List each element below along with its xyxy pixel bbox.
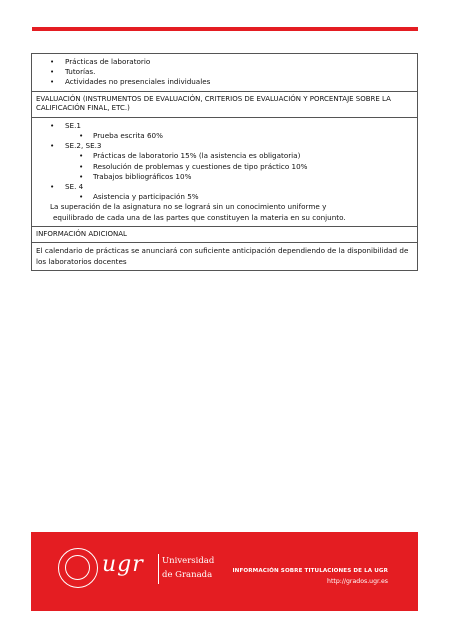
evaluation-note-line2: equilibrado de cada una de las partes que constituyen la materia en su conjunto. <box>53 212 346 222</box>
section-label: SE.1 <box>65 120 81 130</box>
additional-text: El calendario de prácticas se anunciará con suficiente anticipación dependiendo de la disponibilidad de los laboratorios docentes <box>36 246 409 266</box>
university-line2: de Granada <box>162 570 213 580</box>
list-item: • Tutorías. <box>65 67 413 77</box>
university-line1: Universidad <box>162 556 215 566</box>
footer-banner <box>31 532 418 611</box>
sub-list <box>65 192 413 202</box>
section-label: SE.2, SE.3 <box>65 141 102 151</box>
additional-heading-row <box>32 227 417 244</box>
header-red-bar <box>32 27 418 31</box>
content-table <box>31 53 418 271</box>
evaluation-list <box>36 121 413 203</box>
university-name <box>162 554 214 582</box>
evaluation-heading: EVALUACIÓN (INSTRUMENTOS DE EVALUACIÓN, CRITERIOS DE EVALUACIÓN Y PORCENTAJE SOBRE LA CALIFICACIÓN FINAL, ETC.) <box>36 94 391 113</box>
logo-divider <box>158 554 159 584</box>
additional-heading: INFORMACIÓN ADICIONAL <box>36 229 127 238</box>
additional-body-row <box>32 243 417 269</box>
list-item: • Actividades no presenciales individuales <box>65 77 413 87</box>
activities-list <box>36 57 413 88</box>
list-item <box>65 141 413 182</box>
section-label: SE. 4 <box>65 182 84 192</box>
activities-row <box>32 54 417 92</box>
footer-title: INFORMACIÓN SOBRE TITULACIONES DE LA UGR <box>232 568 388 574</box>
evaluation-note-line1: La superación de la asignatura no se logrará sin un conocimiento uniforme y <box>50 202 327 212</box>
list-item: • Prácticas de laboratorio 15% (la asistencia es obligatoria) <box>93 151 413 161</box>
evaluation-heading-row <box>32 92 417 118</box>
sub-list <box>65 151 413 182</box>
list-item: • Asistencia y participación 5% <box>93 192 413 202</box>
list-item: • Prácticas de laboratorio <box>65 57 413 67</box>
footer-link[interactable]: http://grados.ugr.es <box>327 578 388 585</box>
evaluation-body-row <box>32 118 417 227</box>
list-item <box>65 121 413 141</box>
university-seal-icon <box>58 548 98 588</box>
list-item <box>65 182 413 202</box>
list-item: • Resolución de problemas y cuestiones de tipo práctico 10% <box>93 162 413 172</box>
list-item: • Trabajos bibliográficos 10% <box>93 172 413 182</box>
ugr-logo: ugr <box>102 552 144 577</box>
list-item: • Prueba escrita 60% <box>93 131 413 141</box>
sub-list <box>65 131 413 141</box>
